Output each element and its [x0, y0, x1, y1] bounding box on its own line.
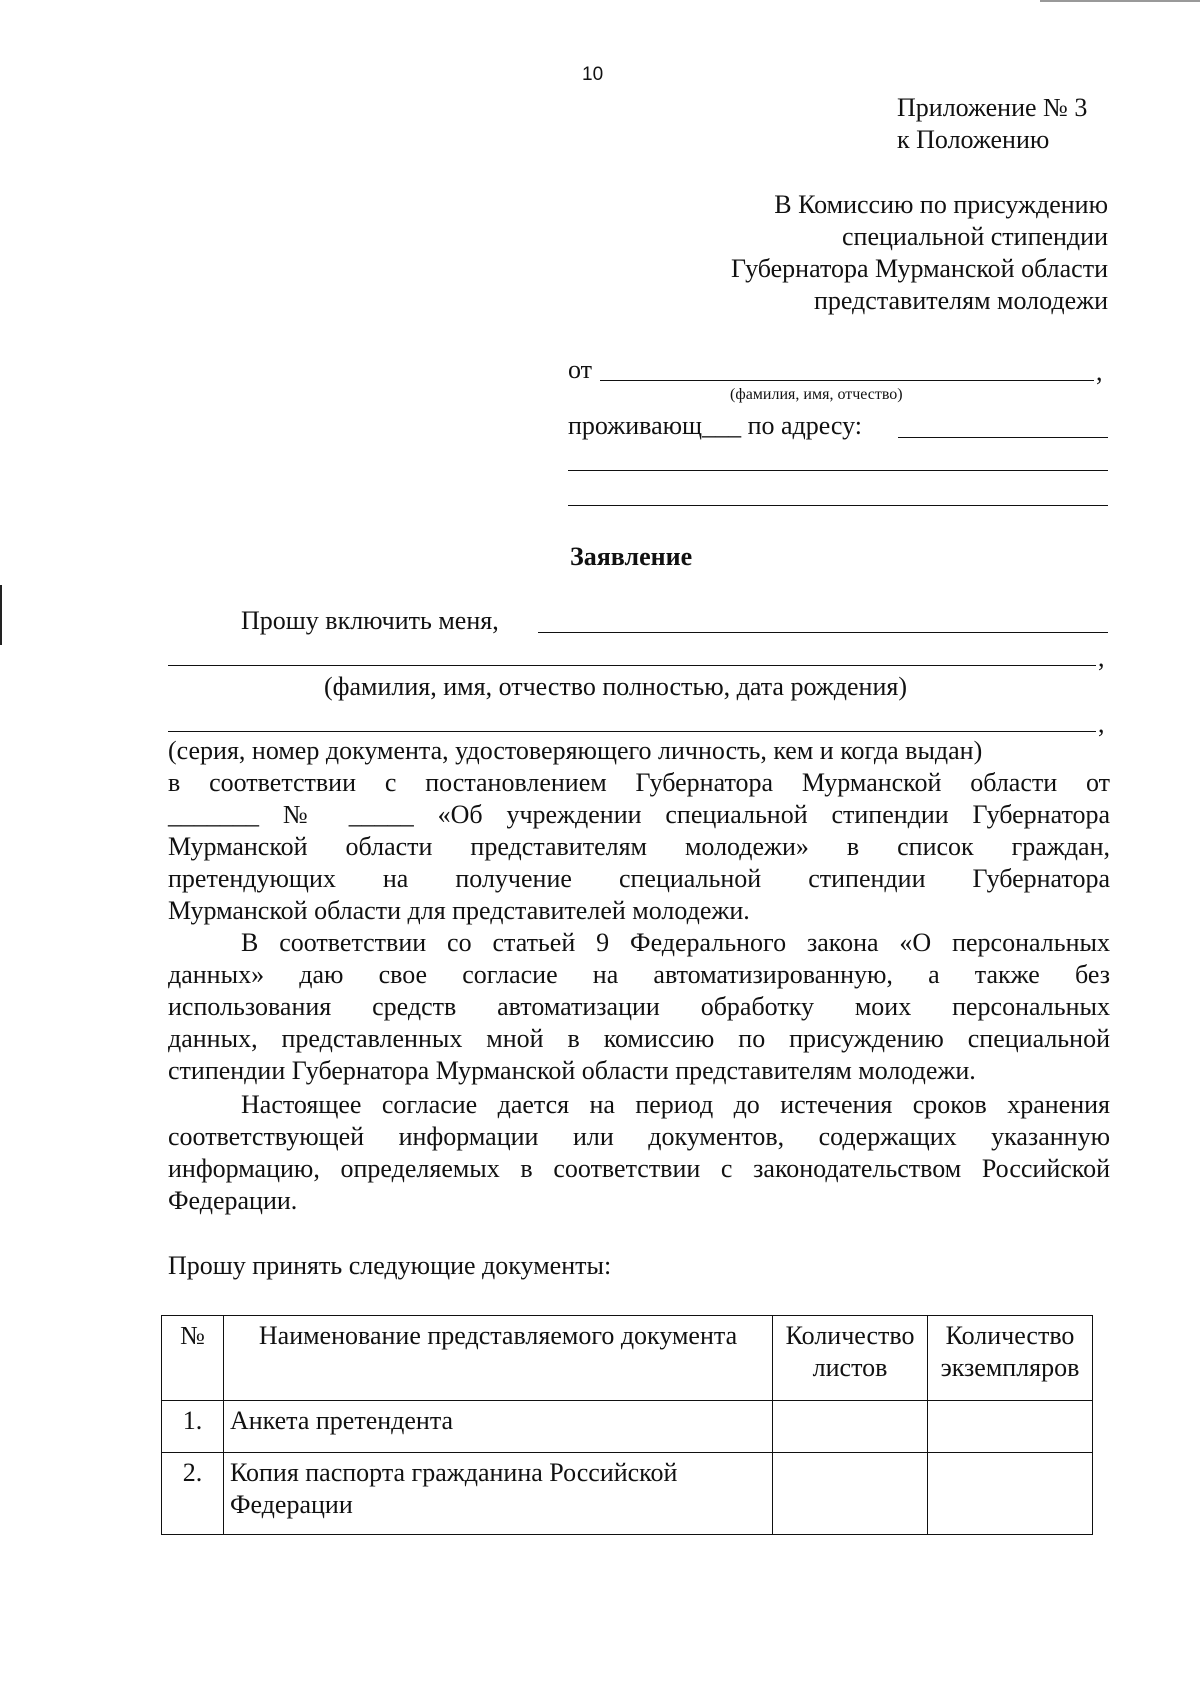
addressee-line-2: специальной стипендии [842, 222, 1108, 251]
table-header-row [162, 1316, 1093, 1401]
header-name: Наименование представляемого документа [223, 1316, 772, 1401]
period-line-1: Настоящее согласие дается на период до истечения сроков хранения [241, 1090, 1110, 1119]
row-name-line-1: Копия паспорта гражданина Российской [229, 1458, 678, 1487]
request-blank-line-1 [538, 632, 1108, 633]
page-number: 10 [582, 64, 604, 85]
row-sheets [773, 1401, 928, 1453]
from-label: от [568, 355, 593, 384]
request-p1-line-5: Мурманской области для представителей молодежи. [168, 896, 750, 925]
appendix-line-1: Приложение № 3 [897, 93, 1088, 122]
row-copies [928, 1453, 1093, 1535]
fio-hint: (фамилия, имя, отчество) [730, 386, 903, 403]
request-fio-hint: (фамилия, имя, отчество полностью, дата рождения) [324, 672, 908, 701]
consent-line-4: данных, представленных мной в комиссию по присуждению специальной [168, 1024, 1110, 1053]
documents-table [161, 1315, 1093, 1535]
scan-edge-mark-left [0, 585, 2, 645]
address-blank-line-1 [898, 437, 1108, 438]
header-sheets-line-2: листов [812, 1353, 888, 1382]
header-sheets [773, 1316, 928, 1401]
docs-intro: Прошу принять следующие документы: [168, 1251, 612, 1280]
header-copies-line-1: Количество [945, 1321, 1075, 1350]
request-comma-2: , [1098, 709, 1105, 738]
row-sheets [773, 1453, 928, 1535]
row-copies [928, 1401, 1093, 1453]
address-blank-line-2 [568, 470, 1108, 471]
consent-line-3: использования средств автоматизации обработку моих персональных [168, 992, 1110, 1021]
document-title: Заявление [570, 542, 693, 571]
header-sheets-line-1: Количество [785, 1321, 915, 1350]
header-copies [928, 1316, 1093, 1401]
request-blank-line-2 [168, 665, 1096, 666]
row-name-line-2: Федерации [229, 1490, 353, 1519]
scan-edge-mark-top-right [1040, 0, 1200, 2]
address-label: проживающ___ по адресу: [568, 411, 863, 440]
table-row [162, 1401, 1093, 1453]
addressee-line-4: представителям молодежи [813, 286, 1108, 315]
request-p1-line-1: в соответствии с постановлением Губернатора Мурманской области от [168, 768, 1110, 797]
consent-line-2: данных» даю свое согласие на автоматизированную, а также без [168, 960, 1110, 989]
appendix-line-2: к Положению [897, 125, 1050, 154]
request-doc-hint: (серия, номер документа, удостоверяющего личность, кем и когда выдан) [168, 736, 983, 765]
request-p1-line-4: претендующих на получение специальной стипендии Губернатора [168, 864, 1110, 893]
fio-comma: , [1096, 357, 1103, 386]
row-num: 2. [162, 1453, 224, 1535]
header-copies-line-2: экземпляров [940, 1353, 1080, 1382]
request-start: Прошу включить меня, [241, 606, 499, 635]
addressee-line-3: Губернатора Мурманской области [731, 254, 1108, 283]
fio-blank-line [600, 380, 1094, 381]
request-comma-1: , [1098, 643, 1105, 672]
consent-line-1: В соответствии со статьей 9 Федерального закона «О персональных [241, 928, 1110, 957]
request-blank-line-3 [168, 731, 1096, 732]
period-line-2: соответствующей информации или документов, содержащих указанную [168, 1122, 1110, 1151]
request-p1-line-2: _______ № _____ «Об учреждении специальной стипендии Губернатора [168, 800, 1110, 829]
row-name: Анкета претендента [223, 1401, 772, 1453]
period-line-3: информацию, определяемых в соответствии с законодательством Российской [168, 1154, 1110, 1183]
row-num: 1. [162, 1401, 224, 1453]
row-name [223, 1453, 772, 1535]
consent-line-5: стипендии Губернатора Мурманской области представителям молодежи. [168, 1056, 976, 1085]
addressee-line-1: В Комиссию по присуждению [774, 190, 1108, 219]
table-row [162, 1453, 1093, 1535]
request-p1-line-3: Мурманской области представителям молодежи» в список граждан, [168, 832, 1110, 861]
addressee-block [731, 189, 1108, 317]
address-blank-line-3 [568, 505, 1108, 506]
header-num: № [162, 1316, 224, 1401]
period-line-4: Федерации. [168, 1186, 298, 1215]
